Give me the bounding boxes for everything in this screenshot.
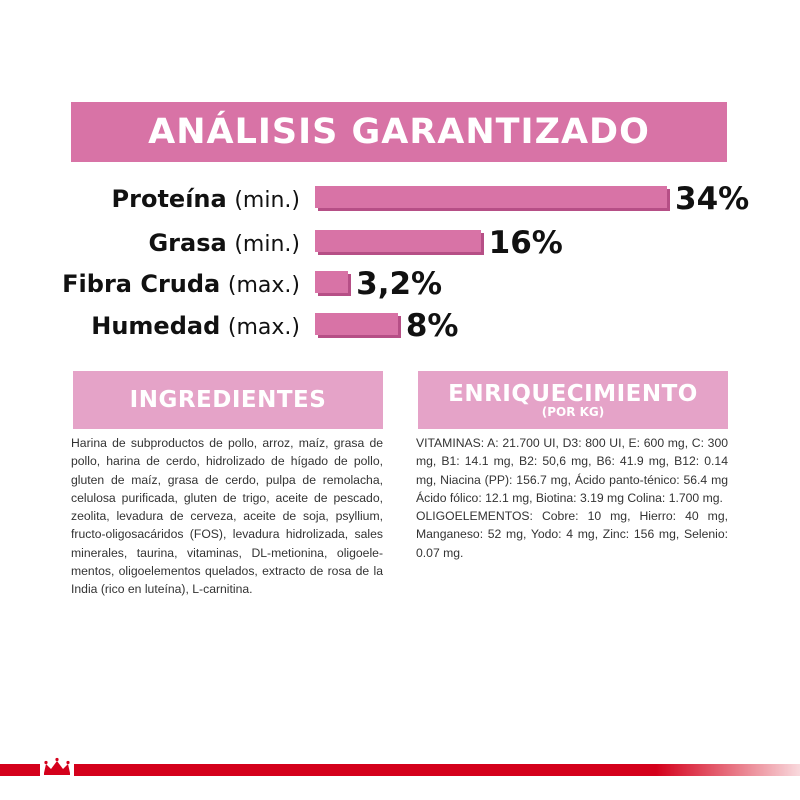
analysis-title: ANÁLISIS GARANTIZADO: [148, 112, 650, 152]
enrichment-body: [416, 429, 728, 619]
value-label: 8%: [405, 308, 459, 344]
analysis-row-fiber: [0, 267, 800, 301]
analysis-row-moisture: [0, 309, 800, 343]
analysis-title-banner: [71, 102, 727, 162]
vitamins-text: VITAMINAS: A: 21.700 UI, D3: 800 UI, E: 600 mg, C: 300 mg, B1: 14.1 mg, B2: 50,6 mg, B6: 41.9 mg, B12: 0.14 mg, Niacina (PP): 156.7 mg, Ácido panto-ténico: 56.4 mg Ácido fólico: 12.1 mg, Biotina: 3.19 mg Colina: 1.700 mg.: [416, 436, 728, 505]
value-bar: [315, 230, 481, 252]
analysis-label: [91, 309, 300, 345]
nutrient-name: Fibra Cruda: [62, 270, 221, 298]
crown-icon: [40, 756, 74, 776]
ingredients-body: [71, 429, 383, 619]
nutrient-qualifier: (max.): [227, 273, 300, 298]
enrichment-header: [416, 371, 728, 429]
value-bar: [315, 186, 667, 208]
value-label: 3,2%: [356, 266, 443, 302]
enrichment-subtitle: (POR KG): [541, 405, 605, 419]
footer-stripe: [0, 764, 800, 776]
nutrient-name: Grasa: [148, 229, 227, 257]
analysis-label: [148, 226, 300, 262]
ingredients-header: [71, 371, 383, 429]
value-bar: [315, 271, 348, 293]
value-label: 16%: [488, 225, 563, 261]
analysis-label: [62, 267, 300, 303]
nutrient-qualifier: (min.): [234, 188, 300, 213]
nutrient-qualifier: (max.): [227, 315, 300, 340]
ingredients-title: INGREDIENTES: [129, 387, 327, 413]
nutrient-name: Humedad: [91, 312, 221, 340]
analysis-row-fat: [0, 226, 800, 260]
analysis-row-protein: [0, 182, 800, 216]
ingredients-text: Harina de subproductos de pollo, arroz, maíz, grasa de pollo, harina de cerdo, hidrolizado de hígado de pollo, gluten de maíz, grasa de cerdo, pulpa de remolacha, celulosa purificada, gluten de trigo, aceite de pescado, zeolita, levadura de cerveza, aceite de soja, psyllium, fructo-oligosacáridos (FOS), levadura hidrolizada, sales minerales, taurina, vitaminas, DL-metionina, oligoele-mentos, oligoelementos quelados, extracto de rosa de la India (rico en luteína), L-carnitina.: [71, 436, 383, 597]
nutrient-name: Proteína: [111, 185, 227, 213]
value-bar: [315, 313, 398, 335]
enrichment-title: ENRIQUECIMIENTO: [448, 381, 698, 407]
nutrient-qualifier: (min.): [234, 232, 300, 257]
trace-elements-text: OLIGOELEMENTOS: Cobre: 10 mg, Hierro: 40 mg, Manganeso: 52 mg, Yodo: 4 mg, Zinc: 156 mg, Selenio: 0.07 mg.: [416, 509, 728, 560]
analysis-label: [112, 182, 300, 218]
value-label: 34%: [675, 181, 750, 217]
